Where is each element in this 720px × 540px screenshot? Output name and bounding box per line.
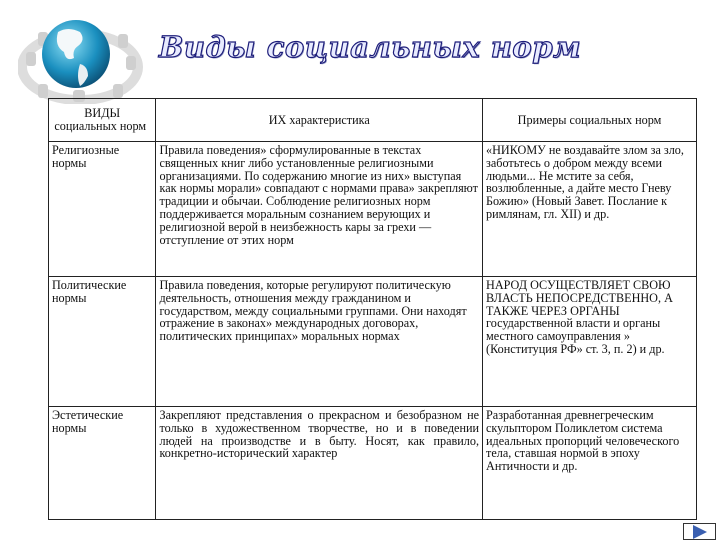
header-examples: Примеры социальных норм <box>483 99 697 142</box>
header-types-line2: социальных норм <box>54 119 147 133</box>
table-row <box>49 142 697 277</box>
table-row <box>49 277 697 407</box>
table-row <box>49 407 697 520</box>
norm-example: Разработанная древнегреческим скульптором Поликлетом система идеальных пропорций человеческого тела, ставшая нормой в эпоху Античности и др. <box>483 407 697 520</box>
norm-example: НАРОД ОСУЩЕСТВЛЯЕТ СВОЮ ВЛАСТЬ НЕПОСРЕДСТВЕННО, А ТАКЖЕ ЧЕРЕЗ ОРГАНЫ государственной власти и органы местного самоуправления » (Конституция РФ» ст. 3, п. 2) и др. <box>483 277 697 407</box>
header-characteristics: ИХ характеристика <box>156 99 483 142</box>
next-slide-button[interactable] <box>683 523 716 540</box>
norm-description: Правила поведения, которые регулируют политическую деятельность, отношения между гражданином и государством, между социальными группами. Они находят отражение в законах» международных договорах, политических принципах» моральных нормах <box>156 277 483 407</box>
header-types-line1: ВИДЫ <box>84 106 121 121</box>
norm-description: Закрепляют представления о прекрасном и безобразном не только в художественном творчестве, но и в поведении людей на производстве и в быту. Носят, как правило, конкретно-исторический характер <box>156 407 483 520</box>
norm-example: «НИКОМУ не воздавайте злом за зло, заботьтесь о добром между всеми людьми... Не мстите за себя, возлюбленные, а дайте место Гневу Божию» (Новый Завет. Послание к римлянам, гл. XII) и др. <box>483 142 697 277</box>
norm-type: Эстетические нормы <box>49 407 156 520</box>
norm-type: Религиозные нормы <box>49 142 156 277</box>
norm-type: Политические нормы <box>49 277 156 407</box>
header-types <box>49 99 156 142</box>
norm-description: Правила поведения» сформулированные в текстах священных книг либо установленные религиозными организациями. По содержанию многие из них» выступая как нормы морали» совпадают с нормами права» закрепляют традиции и обычаи. Соблюдение религиозных норм поддерживается моральным сознанием верующих и религиозной верой в неизбежность кары за грехи — отступление от этих норм <box>156 142 483 277</box>
table-header-row <box>49 99 697 142</box>
globe-logo-image <box>18 12 143 104</box>
play-arrow-icon <box>693 525 707 539</box>
page-title: Виды социальных норм <box>158 30 582 64</box>
social-norms-table <box>48 98 697 520</box>
